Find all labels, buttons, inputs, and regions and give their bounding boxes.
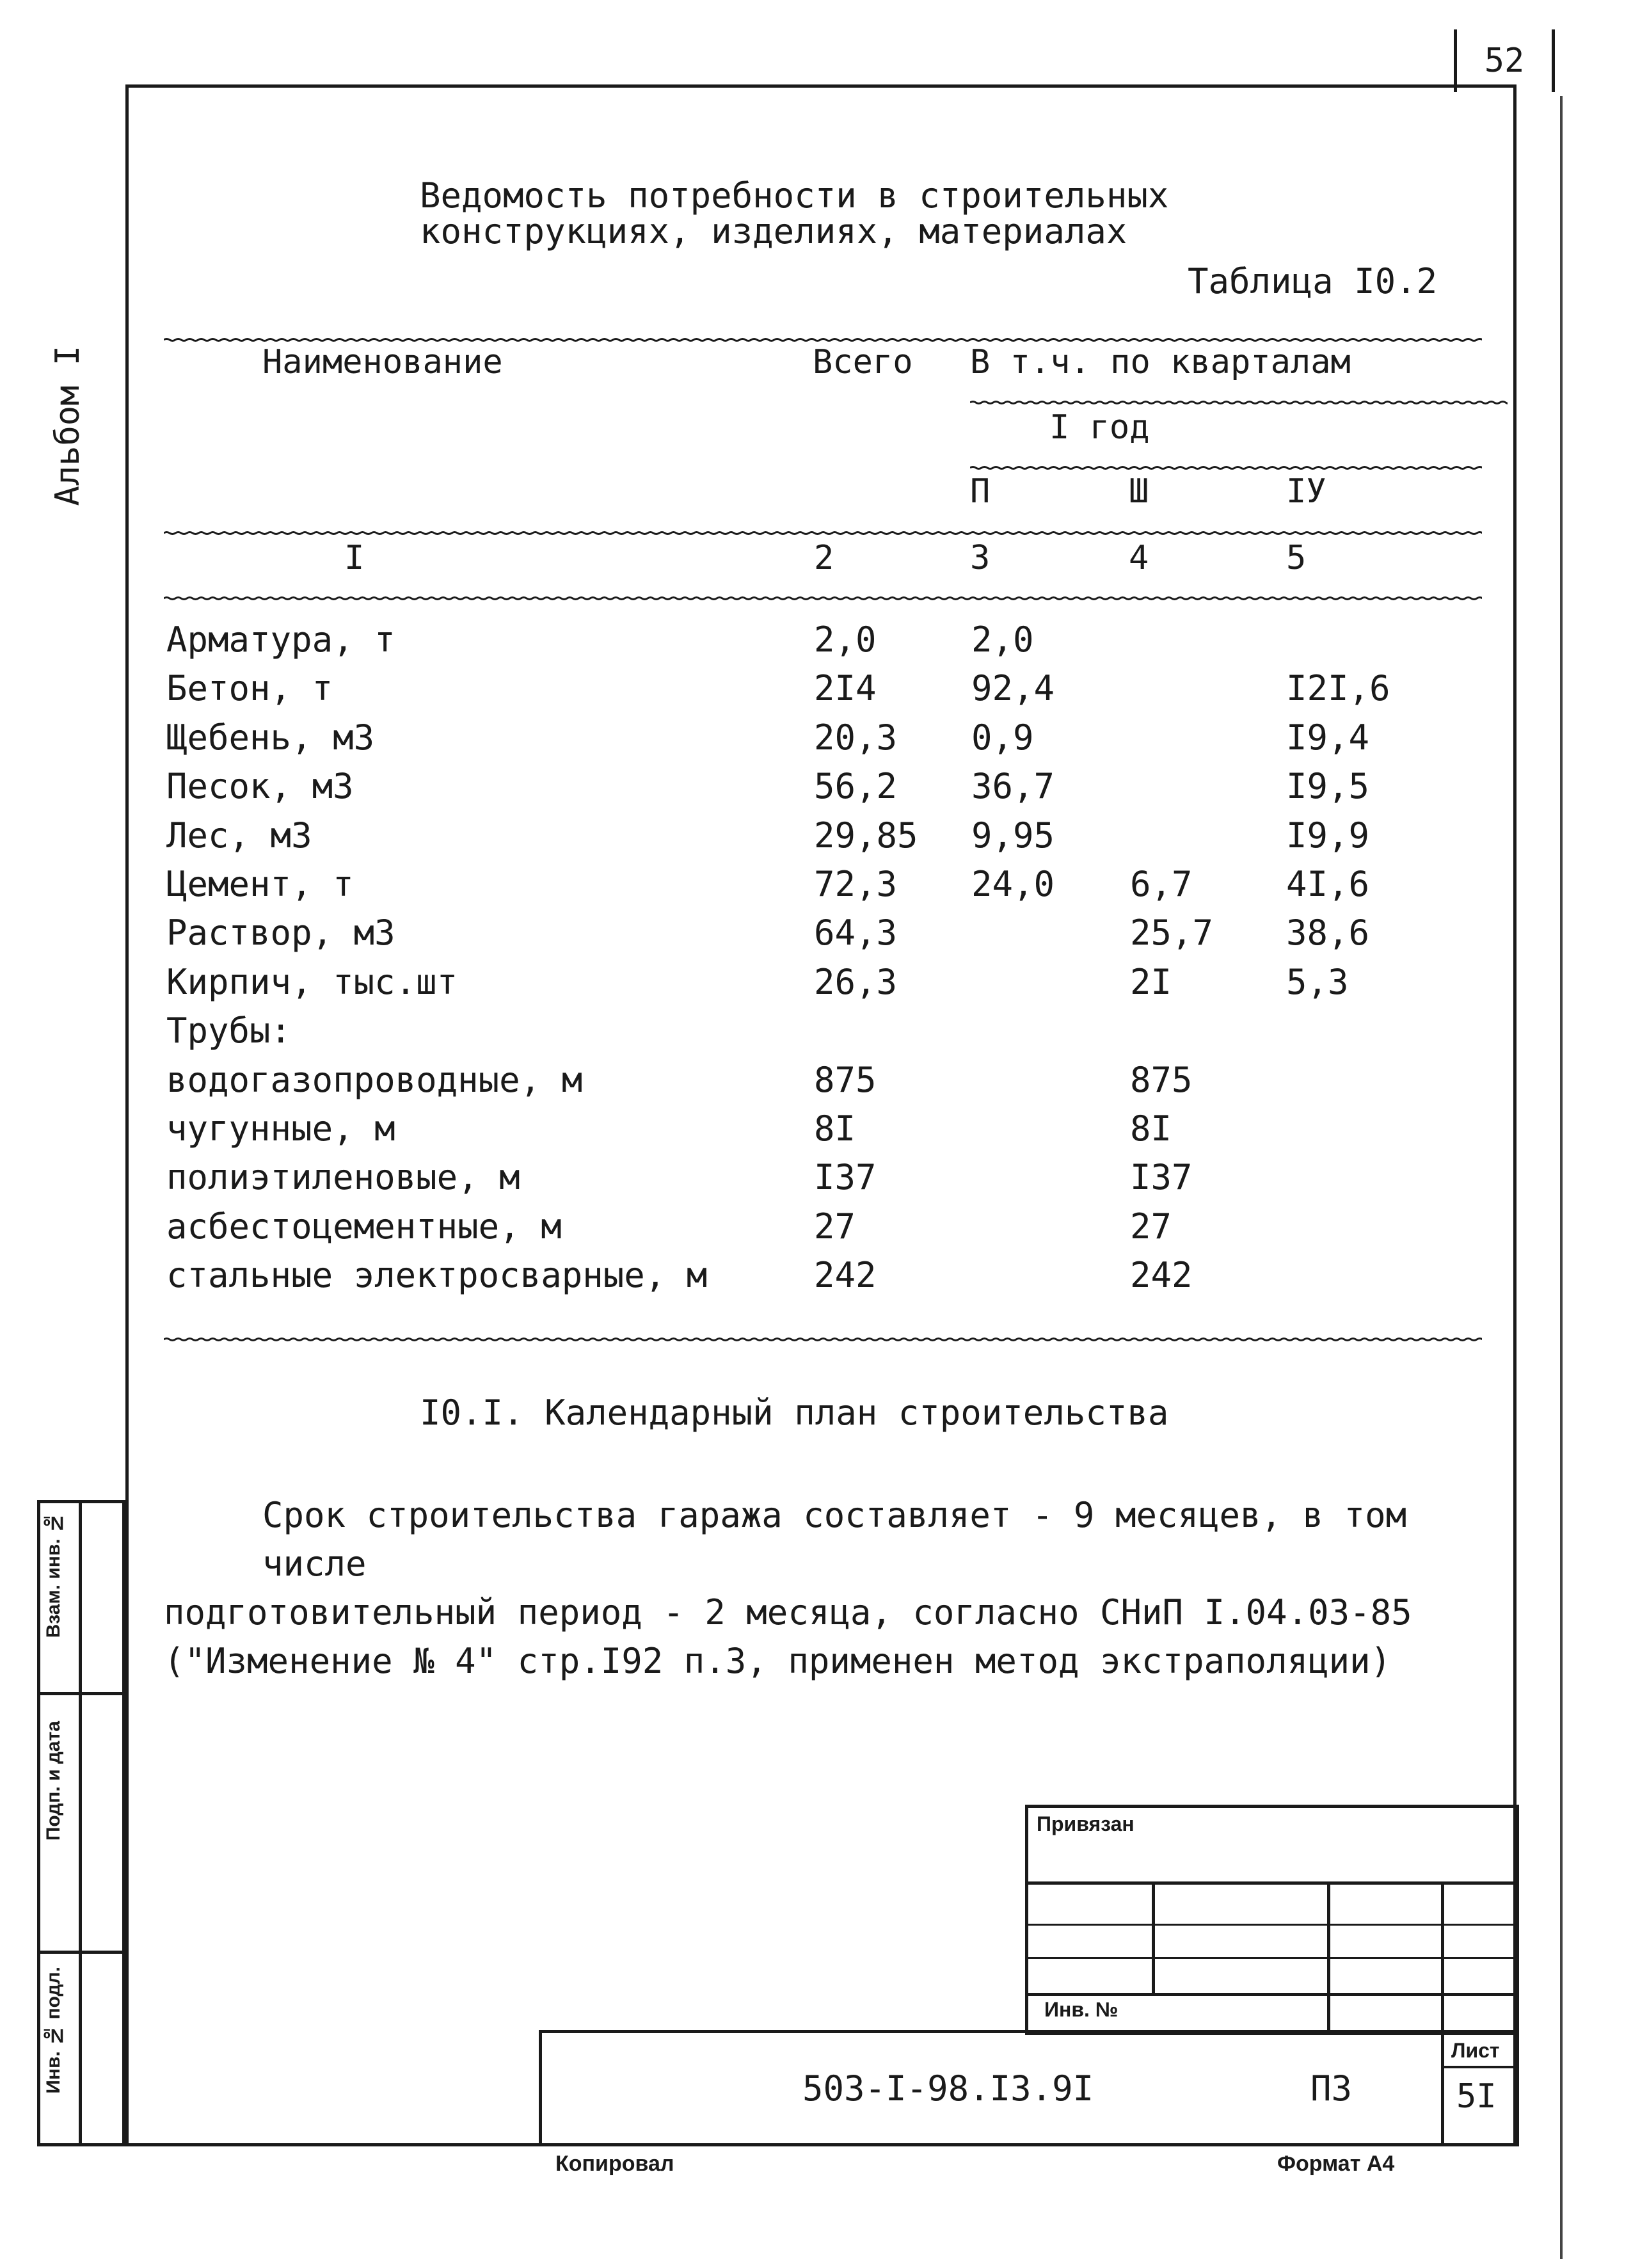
table-cell-total: 26,3 bbox=[814, 962, 898, 1002]
table-cell-q3: 6,7 bbox=[1130, 864, 1193, 904]
table-cell-name: Песок, м3 bbox=[166, 766, 354, 806]
table-cell-q3: 2I bbox=[1130, 962, 1172, 1002]
table-cell-q2: 92,4 bbox=[971, 668, 1055, 708]
colnum-3: 3 bbox=[970, 539, 991, 577]
table-cell-q4: I9,5 bbox=[1286, 766, 1370, 806]
table-cell-total: 2,0 bbox=[814, 619, 877, 660]
table-cell-total: 27 bbox=[814, 1206, 856, 1247]
inv-no-label: Инв. № bbox=[1044, 1998, 1119, 2021]
table-cell-q3: 27 bbox=[1130, 1206, 1172, 1247]
tb-line-3 bbox=[1025, 1957, 1519, 1959]
stamp-cell-podp bbox=[40, 1695, 122, 1954]
title-line-1: Ведомость потребности в строительных bbox=[420, 175, 1169, 216]
page-number: 52 bbox=[1454, 29, 1555, 92]
colnum-bottom-rule bbox=[164, 591, 1482, 596]
table-cell-q2: 24,0 bbox=[971, 864, 1055, 904]
stamp-inv-label: Инв. № подл. bbox=[43, 1967, 64, 2094]
sheet-hline bbox=[1441, 2066, 1519, 2068]
tb-vline-1 bbox=[1152, 1881, 1155, 1994]
table-cell-name: Раствор, м3 bbox=[166, 913, 395, 953]
paragraph-line-2: подготовительный период - 2 месяца, согласно СНиП I.04.03-85 bbox=[164, 1592, 1412, 1633]
header-by-quarter: В т.ч. по кварталам bbox=[970, 343, 1351, 381]
colnum-5: 5 bbox=[1286, 539, 1307, 577]
stamp-vzam-label: Взам. инв. № bbox=[43, 1512, 64, 1638]
table-cell-q4: I9,4 bbox=[1286, 717, 1370, 758]
header-q3: Ш bbox=[1129, 472, 1149, 511]
table-cell-name: полиэтиленовые, м bbox=[166, 1157, 520, 1197]
tb-vline-3 bbox=[1441, 1881, 1444, 2035]
table-cell-q2: 36,7 bbox=[971, 766, 1055, 806]
table-cell-q3: 25,7 bbox=[1130, 913, 1214, 953]
section-title: I0.I. Календарный план строительства bbox=[420, 1393, 1169, 1433]
format-label: Формат А4 bbox=[1277, 2152, 1395, 2176]
table-bottom-rule bbox=[164, 1332, 1482, 1338]
table-cell-total: 8I bbox=[814, 1108, 856, 1149]
table-cell-total: 875 bbox=[814, 1060, 877, 1100]
colnum-4: 4 bbox=[1129, 539, 1149, 577]
table-cell-name: Арматура, т bbox=[166, 619, 395, 660]
sheet-label: Лист bbox=[1451, 2039, 1500, 2062]
colnum-1: I bbox=[344, 539, 365, 577]
table-cell-q2: 9,95 bbox=[971, 815, 1055, 856]
quarter-rule bbox=[970, 395, 1508, 401]
paragraph-line-3: ("Изменение № 4" стр.I92 п.3, применен метод экстраполяции) bbox=[164, 1641, 1392, 1681]
table-cell-total: 2I4 bbox=[814, 668, 877, 708]
header-bottom-rule bbox=[164, 526, 1482, 531]
table-top-rule bbox=[164, 333, 1482, 338]
sheet-number: 5I bbox=[1456, 2077, 1497, 2116]
table-cell-q2: 0,9 bbox=[971, 717, 1034, 758]
table-cell-q3: 242 bbox=[1130, 1255, 1193, 1295]
title-line-2: конструкциях, изделиях, материалах bbox=[420, 211, 1127, 252]
table-cell-name: Кирпич, тыс.шт bbox=[166, 962, 458, 1002]
copied-label: Копировал bbox=[555, 2152, 674, 2176]
table-cell-total: 72,3 bbox=[814, 864, 898, 904]
table-cell-q4: I2I,6 bbox=[1286, 668, 1390, 708]
privyazan-label: Привязан bbox=[1037, 1812, 1134, 1835]
table-cell-q4: 38,6 bbox=[1286, 913, 1370, 953]
tb-line-1 bbox=[1025, 1881, 1519, 1885]
tb-vline-2 bbox=[1327, 1881, 1330, 2035]
table-cell-q2: 2,0 bbox=[971, 619, 1034, 660]
header-year: I год bbox=[1049, 408, 1150, 447]
table-cell-total: 20,3 bbox=[814, 717, 898, 758]
colnum-2: 2 bbox=[814, 539, 834, 577]
stamp-column bbox=[37, 1500, 125, 2146]
document-type: ПЗ bbox=[1310, 2068, 1353, 2109]
album-label: Альбом I bbox=[49, 346, 87, 506]
table-cell-total: 242 bbox=[814, 1255, 877, 1295]
sheet-vline bbox=[1441, 2030, 1444, 2145]
table-cell-total: 64,3 bbox=[814, 913, 898, 953]
header-q2: П bbox=[970, 472, 991, 511]
stamp-podp-label: Подп. и дата bbox=[43, 1721, 64, 1841]
table-cell-name: Цемент, т bbox=[166, 864, 354, 904]
table-cell-name: Трубы: bbox=[166, 1010, 292, 1051]
table-cell-name: Лес, м3 bbox=[166, 815, 312, 856]
header-total: Всего bbox=[813, 343, 913, 381]
table-cell-q3: 8I bbox=[1130, 1108, 1172, 1149]
document-title bbox=[420, 175, 1169, 252]
table-cell-total: 29,85 bbox=[814, 815, 918, 856]
table-cell-q4: 4I,6 bbox=[1286, 864, 1370, 904]
paragraph-line-1: Срок строительства гаража составляет - 9 месяцев, в том числе bbox=[262, 1495, 1407, 1584]
table-cell-q4: I9,9 bbox=[1286, 815, 1370, 856]
table-cell-name: водогазопроводные, м bbox=[166, 1060, 583, 1100]
header-q4: IУ bbox=[1286, 472, 1326, 511]
table-cell-name: Щебень, м3 bbox=[166, 717, 375, 758]
table-cell-q4: 5,3 bbox=[1286, 962, 1349, 1002]
table-cell-total: 56,2 bbox=[814, 766, 898, 806]
document-code: 503-I-98.I3.9I bbox=[802, 2068, 1094, 2109]
stamp-cell-inv bbox=[40, 1954, 122, 2143]
right-edge-line bbox=[1560, 96, 1563, 2259]
header-name: Наименование bbox=[262, 343, 503, 381]
table-cell-q3: I37 bbox=[1130, 1157, 1193, 1197]
tb-line-2 bbox=[1025, 1924, 1519, 1926]
table-cell-name: стальные электросварные, м bbox=[166, 1255, 708, 1295]
table-cell-total: I37 bbox=[814, 1157, 877, 1197]
table-number: Таблица I0.2 bbox=[1188, 261, 1438, 301]
stamp-cell-vzam bbox=[40, 1503, 122, 1695]
year-rule bbox=[970, 461, 1482, 466]
paragraph bbox=[164, 1491, 1495, 1686]
table-cell-name: чугунные, м bbox=[166, 1108, 395, 1149]
table-cell-q3: 875 bbox=[1130, 1060, 1193, 1100]
table-cell-name: асбестоцементные, м bbox=[166, 1206, 562, 1247]
table-cell-name: Бетон, т bbox=[166, 668, 333, 708]
tb-line-4 bbox=[1025, 1993, 1519, 1996]
